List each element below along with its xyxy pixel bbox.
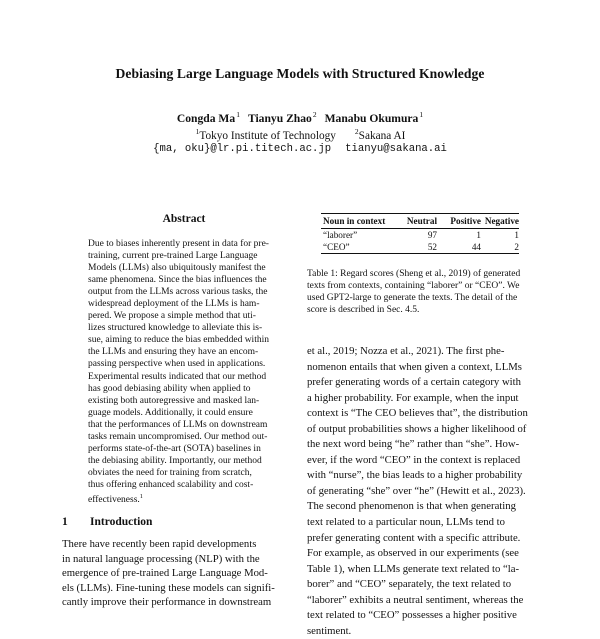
body-line: emergence of pre-trained Large Language Mod- (62, 567, 268, 579)
affiliation-mark: 2 (312, 110, 317, 119)
author-name: Tianyu Zhao (247, 112, 312, 125)
table-cell: “CEO” (323, 242, 350, 252)
body-line: Table 1), when LLMs generate text related to “la- (307, 562, 520, 575)
author-list (0, 110, 600, 125)
body-line: et al., 2019; Nozza et al., 2021). The first phe- (307, 345, 505, 357)
section-number: 1 (62, 516, 68, 528)
abstract-heading: Abstract (162, 213, 206, 225)
abstract-line (88, 491, 278, 503)
affiliation-name: Sakana AI (358, 130, 406, 142)
abstract-line: existing both autoregressive and masked lan- (88, 395, 260, 406)
abstract-line: same phenomena. Since the bias influences the (88, 275, 267, 286)
email-address: tianyu@sakana.ai (345, 143, 447, 155)
abstract-line-text: effectiveness. (88, 494, 140, 505)
body-line: “laborer” exhibits a neutral sentiment, whereas the (307, 593, 524, 606)
affiliation-mark: 1 (419, 110, 424, 119)
body-line: els (LLMs). Fine-tuning these models can signifi- (62, 581, 275, 594)
author-name: Congda Ma (176, 112, 236, 125)
table-row (321, 229, 519, 241)
body-line: There have recently been rapid developments (62, 538, 257, 550)
abstract-line: Models (LLMs) also ubiquitously manifest the (88, 263, 266, 274)
affiliation-mark: 2 (354, 127, 359, 136)
body-line: prefer generating content with a specific attribute. (307, 531, 521, 544)
introduction-body (62, 537, 306, 610)
body-line: The second phenomenon is that when generating (307, 500, 516, 513)
body-line: sentiment. (307, 624, 352, 637)
abstract-line: Experimental results indicated that our method (88, 371, 267, 382)
regard-score-table (321, 213, 519, 254)
table-header-cell: Positive (450, 216, 481, 226)
footnote-mark: 1 (139, 492, 144, 500)
abstract-line: tasks remain uncompromised. Our method out- (88, 431, 268, 442)
table-cell: 2 (514, 242, 519, 252)
table-cell: 97 (427, 230, 437, 240)
table-row (321, 241, 519, 253)
table-cell: 52 (427, 242, 437, 252)
table-cell: 44 (471, 242, 481, 252)
abstract-line: guage models. Additionally, it could ensure (88, 407, 253, 418)
section-heading (62, 516, 152, 528)
abstract-line: that the performances of LLMs on downstream (88, 419, 268, 430)
abstract-line: training, current pre-trained Large Language (88, 251, 258, 262)
abstract-line: the LLMs and ensuring they have an encom- (88, 347, 259, 358)
affiliation-mark: 1 (236, 110, 240, 119)
affiliation-name: Tokyo Institute of Technology (199, 130, 336, 142)
table-header-cell: Noun in context (323, 216, 386, 226)
email-address: {ma, oku}@lr.pi.titech.ac.jp (153, 143, 332, 155)
abstract-line: lizes structured knowledge to alleviate this is- (88, 323, 263, 334)
abstract-line: has good debiasing ability when applied to (88, 383, 251, 394)
caption-line: score is described in Sec. 4.5. (307, 305, 420, 316)
abstract-body (88, 238, 278, 503)
body-line: cantly improve their performance in downstream (62, 596, 272, 608)
body-line: a higher probability. For example, when the input (307, 391, 519, 404)
table-cell: 1 (476, 230, 481, 240)
right-column-body (307, 344, 529, 639)
body-line: with “nurse”, the bias leads to a higher probability (307, 469, 523, 482)
table-cell: “laborer” (323, 230, 358, 240)
body-line: nomenon entails that when given a context, LLMs (307, 360, 522, 373)
body-line: the next word being “he” rather than “she”. How- (307, 438, 520, 451)
section-title: Introduction (90, 516, 153, 528)
abstract-line: pered. We propose a simple method that uti- (88, 311, 256, 322)
abstract-line: the debiasing ability. Importantly, our method (88, 455, 262, 466)
body-line: text related to “CEO” possesses a higher positive (307, 609, 517, 622)
affiliation-mark: 1 (195, 127, 200, 136)
caption-line: used GPT2-large to generate the texts. The detail of the (307, 293, 518, 304)
table-header-cell: Negative (484, 216, 519, 226)
abstract-line: Due to biases inherently present in data for pre- (88, 239, 269, 249)
caption-line: texts from contexts, containing “laborer” or “CEO”. We (307, 281, 520, 292)
abstract-line: widespread deployment of the LLMs is ham- (88, 299, 260, 310)
body-line: context is “The CEO believes that”, the distribution (307, 407, 528, 420)
affiliation-list (0, 127, 600, 142)
caption-line: Table 1: Regard scores (Sheng et al., 2019) of generated (307, 269, 521, 279)
abstract-line: output from the LLMs across various tasks, the (88, 287, 268, 298)
abstract-line: sue, aiming to reduce the bias embedded within (88, 335, 269, 346)
table-header-cell: Neutral (406, 216, 437, 226)
abstract-line: performs state-of-the-art (SOTA) baselines in (88, 443, 261, 454)
abstract-line: obviates the need for training from scratch, (88, 467, 252, 478)
body-line: of output probabilities shows a higher likelihood of (307, 422, 527, 435)
table-caption (307, 268, 529, 316)
body-line: ever, if the word “CEO” in the context is replaced (307, 453, 521, 466)
body-line: of generating “she” over “he” (Hewitt et al., 2023). (307, 484, 526, 497)
abstract-line: passing perspective when used in applications. (88, 359, 266, 370)
body-line: For example, as observed in our experiments (see (307, 547, 519, 560)
table-cell: 1 (514, 230, 519, 240)
body-line: text related to a particular noun, LLMs tend to (307, 516, 505, 529)
paper-title: Debiasing Large Language Models with Structured Knowledge (115, 66, 485, 81)
table-header-row (321, 214, 519, 228)
author-name: Manabu Okumura (324, 112, 419, 125)
body-line: borer” and “CEO” separately, the text related to (307, 578, 512, 591)
email-list (0, 143, 600, 155)
table-bottom-rule (321, 253, 519, 254)
body-line: prefer generating words of a certain category with (307, 376, 521, 389)
abstract-line: thus offering enhanced scalability and cost- (88, 479, 254, 490)
body-line: in natural language processing (NLP) with the (62, 552, 260, 565)
